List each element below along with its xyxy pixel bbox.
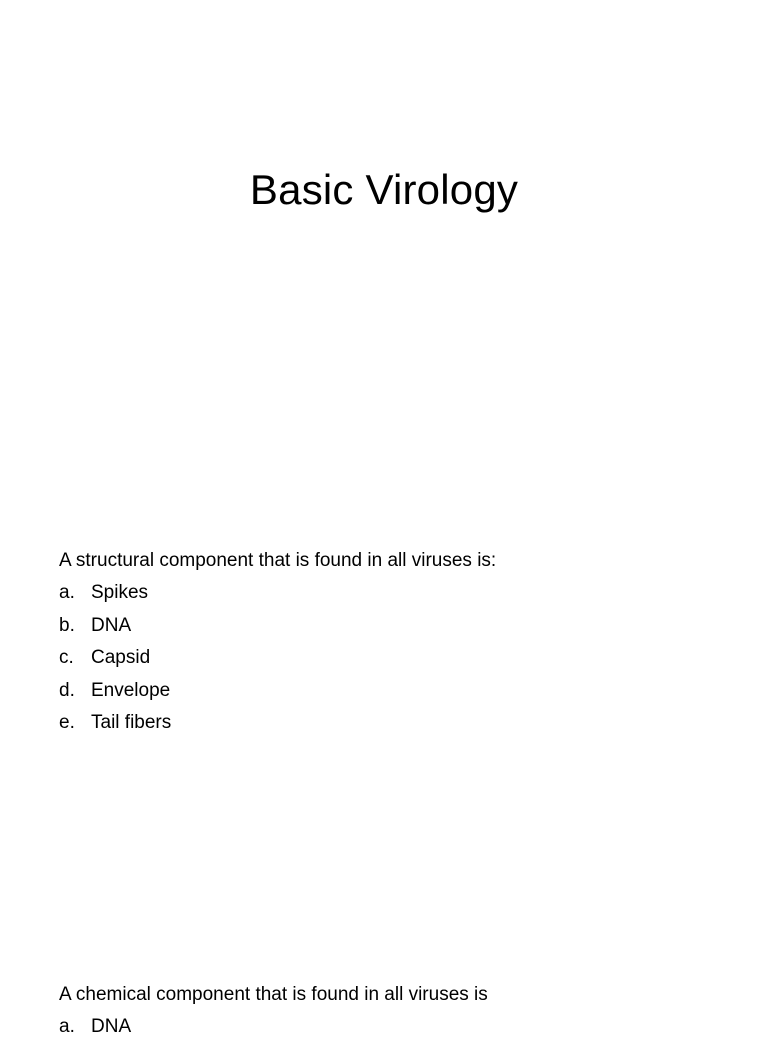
question-2-options	[59, 1011, 488, 1043]
option-item	[59, 610, 496, 642]
question-1-prompt: A structural component that is found in all viruses is:	[59, 550, 497, 571]
option-item	[59, 675, 496, 707]
option-text: DNA	[91, 1016, 132, 1038]
question-slide-1	[0, 432, 768, 864]
option-item	[59, 642, 496, 674]
question-1-block	[59, 545, 496, 739]
option-letter: a.	[59, 582, 75, 604]
option-letter: c.	[59, 647, 74, 669]
option-item	[59, 707, 496, 739]
option-text: Capsid	[91, 647, 151, 669]
option-text: Envelope	[91, 679, 171, 701]
option-letter: b.	[59, 614, 75, 636]
slide-title: Basic Virology	[249, 166, 519, 213]
question-2-prompt: A chemical component that is found in all viruses is	[59, 984, 488, 1005]
question-2-block	[59, 979, 488, 1044]
title-slide	[0, 0, 768, 432]
option-text: Tail fibers	[91, 711, 172, 733]
option-text: Spikes	[91, 582, 149, 604]
question-1-options	[59, 577, 496, 739]
option-item	[59, 1011, 488, 1043]
option-item	[59, 577, 496, 609]
question-slide-2	[0, 864, 768, 1038]
option-text: DNA	[91, 614, 132, 636]
option-letter: e.	[59, 711, 75, 733]
option-letter: d.	[59, 679, 75, 701]
option-letter: a.	[59, 1016, 75, 1038]
